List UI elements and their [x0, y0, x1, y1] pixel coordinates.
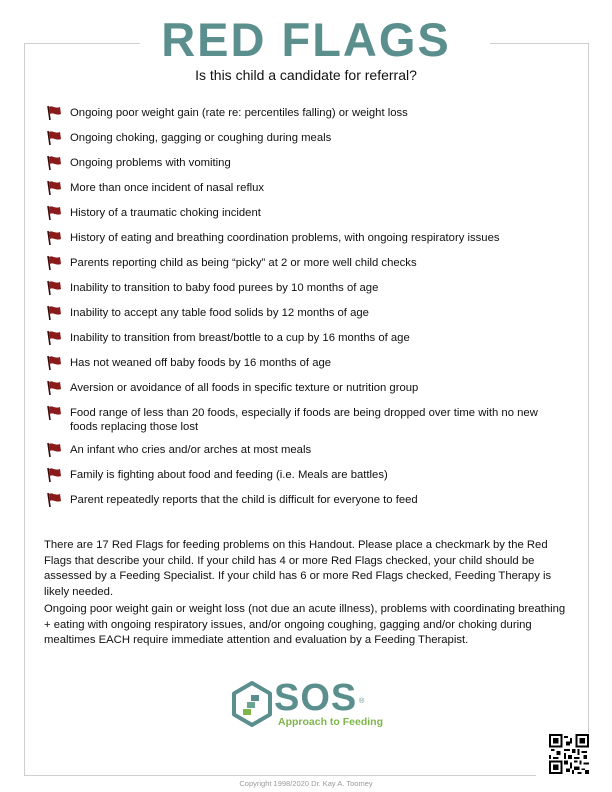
red-flag-item [44, 466, 564, 491]
red-flag-item [44, 441, 564, 466]
red-flag-item [44, 154, 564, 179]
frame-border-left [24, 43, 25, 775]
red-flag-item [44, 379, 564, 404]
red-flag-icon [44, 354, 64, 372]
red-flag-text: Inability to transition from breast/bottle to a cup by 16 months of age [70, 332, 410, 344]
red-flag-icon [44, 254, 64, 272]
red-flag-icon [44, 304, 64, 322]
red-flag-icon [44, 466, 64, 484]
frame-border-bottom [24, 775, 536, 776]
red-flag-item [44, 229, 564, 254]
red-flag-icon [44, 404, 64, 422]
red-flag-item [44, 279, 564, 304]
page-subtitle: Is this child a candidate for referral? [195, 67, 417, 83]
red-flag-text: Ongoing poor weight gain (rate re: percentiles falling) or weight loss [70, 107, 408, 119]
red-flag-icon [44, 154, 64, 172]
red-flag-text: Ongoing problems with vomiting [70, 157, 231, 169]
instructions-paragraph: There are 17 Red Flags for feeding problems on this Handout. Please place a checkmark by the Red Flags that describe your child. If your child has 4 or more Red Flags checked, your child should be assessed by a Feeding Specialist. If your child has 6 or more Red Flags checked, Feeding Therapy is likely needed. [44, 539, 552, 598]
red-flag-text: Inability to accept any table food solids by 12 months of age [70, 307, 369, 319]
urgent-note-paragraph: Ongoing poor weight gain or weight loss (not due an acute illness), problems with coordinating breathing + eating with ongoing respiratory issues, and/or ongoing coughing, gagging and/or choking during mealtimes EACH require immediate attention and evaluation by a Feeding Therapist. [44, 603, 566, 647]
red-flag-item [44, 491, 564, 516]
red-flag-icon [44, 204, 64, 222]
red-flag-text: History of a traumatic choking incident [70, 207, 261, 219]
red-flag-icon [44, 441, 64, 459]
registered-mark: ® [359, 698, 365, 705]
red-flags-list [44, 104, 564, 516]
sos-hexagon-icon [228, 680, 276, 728]
red-flag-item [44, 179, 564, 204]
red-flag-item [44, 129, 564, 154]
copyright-footer: Copyright 1998/2020 Dr. Kay A. Toomey [239, 779, 373, 788]
red-flag-item [44, 254, 564, 279]
red-flag-item [44, 204, 564, 229]
red-flag-text: Food range of less than 20 foods, especially if foods are being dropped over time with no new foods replacing those lost [70, 407, 538, 433]
red-flag-icon [44, 179, 64, 197]
red-flag-text: Parents reporting child as being “picky” at 2 or more well child checks [70, 257, 417, 269]
red-flag-icon [44, 279, 64, 297]
red-flag-icon [44, 129, 64, 147]
red-flag-icon [44, 491, 64, 509]
red-flag-icon [44, 104, 64, 122]
red-flag-item [44, 354, 564, 379]
red-flag-item [44, 304, 564, 329]
red-flag-text: Has not weaned off baby foods by 16 months of age [70, 357, 332, 369]
frame-border-right [588, 43, 589, 733]
sos-logo-tagline: Approach to Feeding [278, 716, 383, 728]
page-title: RED FLAGS [161, 13, 451, 66]
qr-code-icon [549, 734, 589, 774]
red-flag-icon [44, 379, 64, 397]
red-flag-item [44, 329, 564, 354]
red-flag-text: Parent repeatedly reports that the child is difficult for everyone to feed [70, 494, 418, 506]
red-flag-item [44, 104, 564, 129]
red-flag-text: An infant who cries and/or arches at most meals [70, 444, 312, 456]
red-flag-icon [44, 329, 64, 347]
red-flag-item [44, 404, 564, 441]
red-flag-text: Aversion or avoidance of all foods in specific texture or nutrition group [70, 382, 419, 394]
sos-logo-word: SOS [274, 677, 358, 719]
red-flag-text: History of eating and breathing coordination problems, with ongoing respiratory issues [70, 232, 500, 244]
red-flag-text: Ongoing choking, gagging or coughing during meals [70, 132, 332, 144]
red-flag-text: Family is fighting about food and feeding (i.e. Meals are battles) [70, 469, 388, 481]
red-flag-text: Inability to transition to baby food purees by 10 months of age [70, 282, 379, 294]
red-flag-text: More than once incident of nasal reflux [70, 182, 265, 194]
red-flag-icon [44, 229, 64, 247]
sos-logo [228, 677, 388, 732]
